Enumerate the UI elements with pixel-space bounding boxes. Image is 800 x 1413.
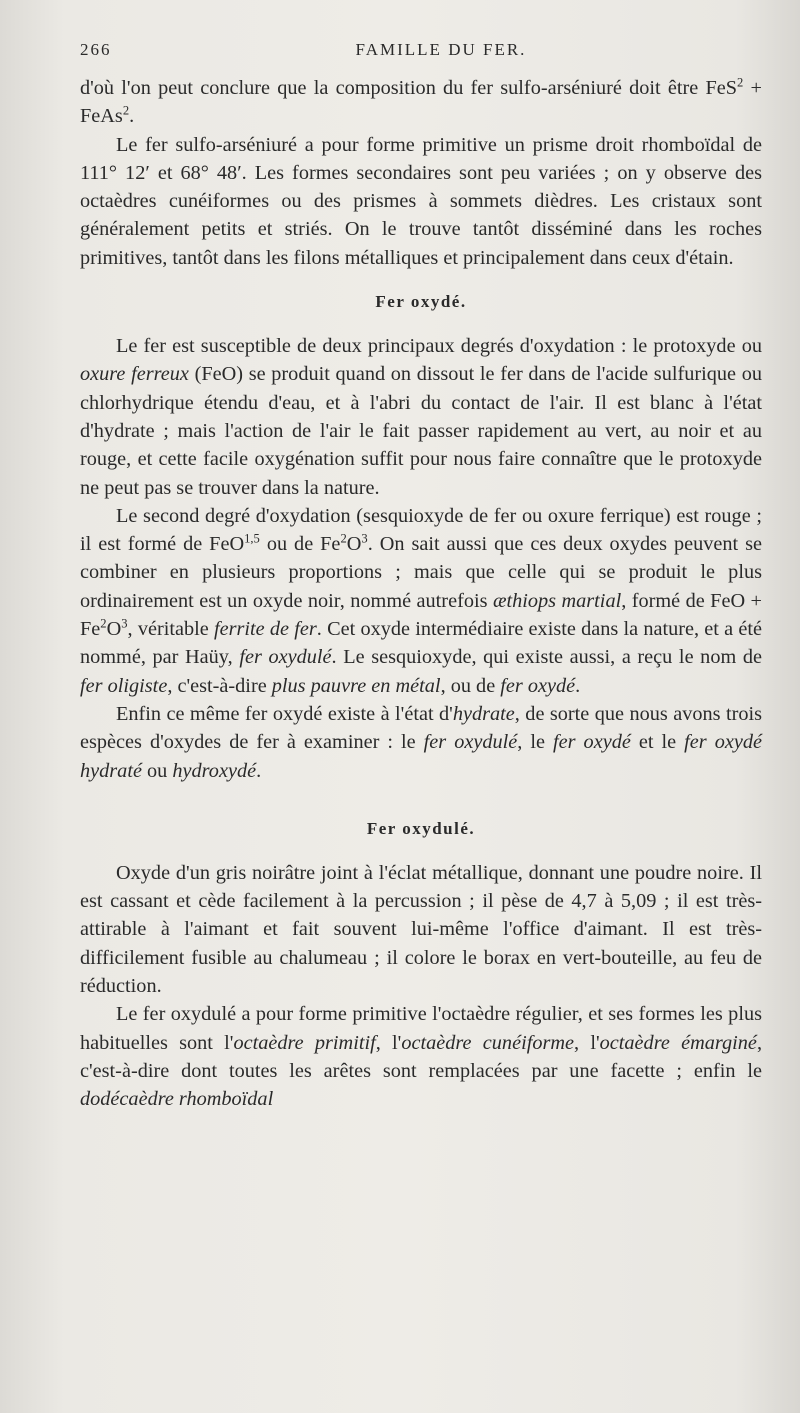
paragraph-oxyde-3: Enfin ce même fer oxydé existe à l'état d'hydrate, de sorte que nous avons trois espèces d'oxydes de fer à examiner : le fer oxydulé, le fer oxydé et le fer oxydé hydraté ou hydroxydé.: [80, 702, 763, 782]
paragraph-oxyde-2: Le second degré d'oxydation (sesquioxyde de fer ou oxure ferrique) est rouge ; il est formé de FeO$^{1,5}$ ou de $Fe^2O^3$. On sait aussi que ces deux oxydes peuvent se combiner en plusieurs proportions ; mais que celle qui se produit le plus ordinairement est un oxyde noir, nommé autrefois æthiops martial, formé de FeO + $Fe^2O^3$, véritable ferrite de fer. Cet oxyde intermédiaire existe dans la nature, et a été nommé, par Haüy, fer oxydulé. Le sesquioxyde, qui existe aussi, a reçu le nom de fer oligiste, c'est-à-dire plus pauvre en métal, ou de fer oxydé.: [80, 504, 763, 697]
paragraph-intro-2: Le fer sulfo-arséniuré a pour forme primitive un prisme droit rhomboïdal de 111° 12′ et 68° 48′. Les formes secondaires sont peu variées ; on y observe des octaèdres cunéiformes ou des prismes à sommets dièdres. Les cristaux sont généralement petits et striés. On le trouve tantôt disséminé dans les roches primitives, tantôt dans les filons métalliques et principalement dans ceux d'étain.: [80, 133, 762, 269]
paragraph-oxydule-2: Le fer oxydulé a pour forme primitive l'octaèdre régulier, et ses formes les plus habituelles sont l'octaèdre primitif, l'octaèdre cunéiforme, l'octaèdre émarginé, c'est-à-dire dont toutes les arêtes sont remplacées par une facette ; enfin le dodécaèdre rhomboïdal: [80, 1003, 763, 1111]
running-title: FAMILLE DU FER.: [355, 40, 527, 59]
page-number: 266: [80, 40, 112, 59]
running-head: [80, 38, 762, 70]
body-text: [80, 74, 762, 1114]
section-heading-fer-oxyde: Fer oxydé.: [375, 292, 467, 312]
paragraph-oxydule-1: Oxyde d'un gris noirâtre joint à l'éclat métallique, donnant une poudre noire. Il est cassant et cède facilement à la percussion ; il pèse de 4,7 à 5,09 ; il est très-attirable à l'aimant et fait souvent lui-même l'office d'aimant. Il est très-difficilement fusible au chalumeau ; il colore le borax en vert-bouteille, au feu de réduction.: [80, 861, 762, 998]
section-heading-fer-oxydule: Fer oxydulé.: [366, 818, 476, 838]
paragraph-intro-1: d'où l'on peut conclure que la composition du fer sulfo-arséniuré doit être FeS$^2$ + FeAs$^2$.: [80, 75, 762, 128]
paragraph-oxyde-1: Le fer est susceptible de deux principaux degrés d'oxydation : le protoxyde ou oxure ferreux (FeO) se produit quand on dissout le fer dans de l'acide sulfurique ou chlorhydrique étendu d'eau, et à l'abri du contact de l'air. Il est blanc à l'état d'hydrate ; mais l'action de l'air le fait passer rapidement au vert, au noir et au rouge, et cette facile oxygénation suffit pour nous faire connaître que le protoxyde ne peut pas se trouver dans la nature.: [80, 335, 763, 499]
